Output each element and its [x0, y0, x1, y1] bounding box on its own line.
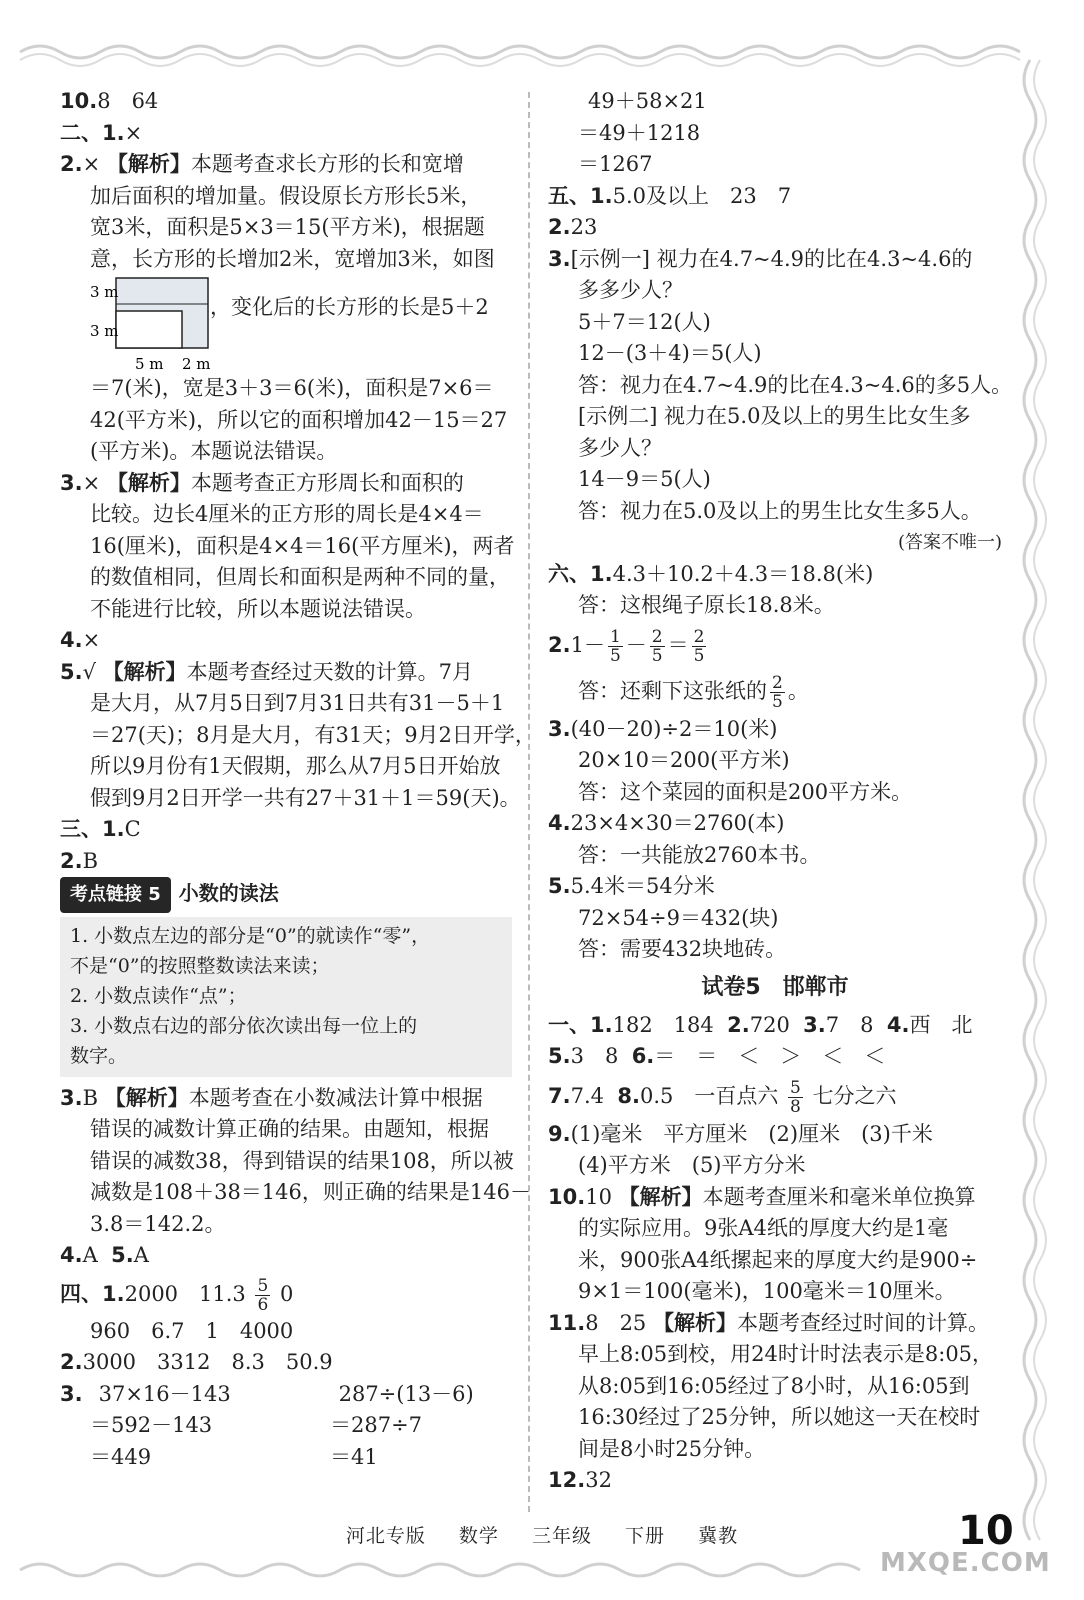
answer-line: 4.×: [60, 628, 101, 652]
answer-line: ＝1267: [578, 152, 653, 176]
right-column: [548, 86, 1013, 1497]
answer-line: 5.3 8 6.＝ ＝ ＜ ＞ ＜ ＜: [548, 1044, 886, 1068]
answer-line: 72×54÷9＝432(块): [578, 905, 779, 930]
answer-line: ＝7(米)，宽是3＋3＝6(米)，面积是7×6＝: [90, 376, 494, 400]
answer-line: 16:30经过了25分钟，所以她这一天在校时: [578, 1405, 981, 1429]
answer-line: 答：视力在5.0及以上的男生比女生多5人。: [578, 498, 982, 523]
answer-line: 的数值相同，但周长和面积是两种不同的量，: [90, 565, 510, 589]
footer-edition: 河北专版: [345, 1525, 426, 1547]
answer-line: (4)平方米 (5)平方分米: [578, 1153, 806, 1177]
answer-line: 错误的减数38，得到错误的结果108，所以被: [90, 1148, 514, 1173]
answer-line: 多少人？: [578, 435, 662, 460]
answer-line: 3.8＝142.2。: [90, 1211, 226, 1236]
answer-line: 3.(40－20)÷2＝10(米): [548, 716, 778, 741]
answer-line: 7.7.4 8.0.5 一百点六 $\frac{5}{8}$ 七分之六: [548, 1077, 897, 1117]
fraction: $\frac{5}{8}$: [790, 1077, 801, 1117]
answer-line: 答：一共能放2760本书。: [578, 842, 821, 867]
footer-subject: 数学: [458, 1525, 499, 1547]
answer-line: 三、1.C: [60, 817, 141, 841]
answer-line: 2.23: [548, 215, 598, 239]
answer-line: 是大月，从7月5日到7月31日共有31－5＋1: [90, 691, 505, 715]
fraction: $\frac{1}{5}$: [609, 626, 621, 666]
answer-line: 答：这个菜园的面积是200平方米。: [578, 779, 913, 804]
answer-line: 20×10＝200(平方米): [578, 748, 790, 772]
knowledge-title: 小数的读法: [178, 881, 279, 905]
answer-line: 42(平方米)，所以它的面积增加42－15＝27: [90, 407, 508, 432]
calc-row: ＝449 ＝41: [90, 1444, 378, 1469]
page-number: 10: [958, 1508, 1014, 1554]
calc-row: ＝592－143 ＝287÷7: [90, 1413, 423, 1437]
figure-caption: ，变化后的长方形的长是5＋2: [210, 295, 489, 319]
answer-line: 多多少人？: [578, 278, 683, 302]
fraction: $\frac{2}{5}$: [693, 626, 705, 666]
answer-line: 比较。边长4厘米的正方形的周长是4×4＝: [90, 502, 484, 526]
answer-line: 5＋7＝12(人): [578, 309, 711, 334]
knowledge-line: 1. 小数点左边的部分是“0”的就读作“零”，: [70, 924, 431, 947]
answer-line: 不能进行比较，所以本题说法错误。: [90, 596, 426, 621]
answer-line: 3.[示例一] 视力在4.7~4.9的比在4.3~4.6的: [548, 246, 973, 271]
answer-line: 答：需要432块地砖。: [578, 937, 787, 961]
column-divider: [528, 92, 530, 1512]
knowledge-line: 2. 小数点读作“点”；: [70, 984, 247, 1007]
fraction: $\frac{2}{5}$: [772, 672, 783, 712]
answer-line: 5.√ 【解析】本题考查经过天数的计算。7月: [60, 659, 474, 684]
answer-line: 3.× 【解析】本题考查正方形周长和面积的: [60, 470, 464, 495]
answer-line: 11.8 25 【解析】本题考查经过时间的计算。: [548, 1310, 989, 1335]
answer-line: 960 6.7 1 4000: [90, 1318, 294, 1343]
footer-grade: 三年级: [531, 1525, 592, 1547]
answer-line: 12.32: [548, 1468, 612, 1492]
label-2m: 2 m: [182, 355, 211, 373]
knowledge-badge: 考点链接 5: [60, 877, 171, 913]
answer-line: 的实际应用。9张A4纸的厚度大约是1毫: [578, 1216, 949, 1240]
footer-publisher: 冀教: [698, 1525, 739, 1547]
knowledge-line: 不是“0”的按照整数读法来读；: [70, 954, 330, 977]
answer-line: 加后面积的增加量。假设原长方形长5米，: [90, 183, 482, 208]
paper-title: 试卷5 邯郸市: [701, 974, 849, 1000]
answer-line: ＝27(天)；8月是大月，有31天；9月2日开学，: [90, 722, 536, 747]
answer-line: 3.B 【解析】本题考查在小数减法计算中根据: [60, 1085, 483, 1110]
answer-line: 4.A 5.A: [60, 1243, 149, 1267]
answer-line: 4.23×4×30＝2760(本): [548, 811, 785, 835]
answer-line: 减数是108＋38＝146，则正确的结果是146－: [90, 1180, 531, 1204]
answer-line: 四、1.2000 11.3 $\frac{5}{6}$ 0: [60, 1275, 294, 1315]
knowledge-line: 3. 小数点右边的部分依次读出每一位上的: [70, 1014, 418, 1037]
answer-line: 10.8 64: [60, 89, 159, 113]
answer-note: (答案不唯一): [897, 532, 1002, 553]
left-column: [60, 86, 536, 1473]
answer-line: 六、1.4.3＋10.2＋4.3＝18.8(米): [548, 561, 874, 586]
fraction: $\frac{2}{5}$: [651, 626, 663, 666]
rectangle-figure: [60, 275, 512, 373]
answer-line: 9×1＝100(毫米)，100毫米＝10厘米。: [578, 1279, 956, 1303]
answer-line: 二、1.×: [60, 120, 143, 145]
answer-line: 答：还剩下这张纸的 $\frac{2}{5}$ 。: [578, 672, 809, 712]
rectangle-diagram: [90, 275, 220, 373]
answer-line: 假到9月2日开学一共有27＋31＋1＝59(天)。: [90, 785, 521, 810]
knowledge-link-header: [60, 877, 512, 913]
knowledge-line: 数字。: [70, 1044, 128, 1067]
answer-line: [示例二] 视力在5.0及以上的男生比女生多: [578, 404, 971, 428]
answer-line: 五、1.5.0及以上 23 7: [548, 183, 792, 208]
answer-line: 2.× 【解析】本题考查求长方形的长和宽增: [60, 152, 464, 176]
answer-line: 2.1－ $\frac{1}{5}$ － $\frac{2}{5}$ ＝ $\frac{2}{5}$: [548, 626, 705, 666]
label-3m-top: 3 m: [90, 283, 119, 301]
answer-line: 10.10 【解析】本题考查厘米和毫米单位换算: [548, 1184, 976, 1209]
watermark: MXQE.COM: [880, 1548, 1051, 1578]
answer-line: 2.B: [60, 848, 99, 873]
label-5m: 5 m: [135, 355, 164, 373]
answer-line: 9.(1)毫米 平方厘米 (2)厘米 (3)千米: [548, 1121, 933, 1146]
answer-line: 米，900张A4纸摞起来的厚度大约是900÷: [578, 1247, 978, 1272]
answer-line: 答：视力在4.7~4.9的比在4.3~4.6的多5人。: [578, 372, 1013, 397]
knowledge-box: [60, 917, 512, 1077]
answer-line: 一、1.182 184 2.720 3.7 8 4.西 北: [548, 1012, 973, 1037]
label-3m-bottom: 3 m: [90, 322, 119, 340]
answer-line: 5.5.4米＝54分米: [548, 874, 715, 898]
answer-line: 16(厘米)，面积是4×4＝16(平方厘米)，两者: [90, 533, 515, 558]
page-footer: [0, 1521, 1084, 1548]
answer-line: (平方米)。本题说法错误。: [90, 439, 338, 463]
answer-line: 意，长方形的长增加2米，宽增加3米，如图: [90, 246, 495, 271]
answer-line: 所以9月份有1天假期，那么从7月5日开始放: [90, 754, 501, 778]
answer-line: ＝49＋1218: [578, 120, 701, 145]
answer-line: 2.3000 3312 8.3 50.9: [60, 1350, 333, 1374]
answer-line: 从8:05到16:05经过了8小时，从16:05到: [578, 1373, 970, 1398]
answer-line: 宽3米，面积是5×3＝15(平方米)，根据题: [90, 215, 485, 239]
answer-line: 12－(3＋4)＝5(人): [578, 341, 762, 365]
answer-line: 答：这根绳子原长18.8米。: [578, 593, 835, 617]
answer-line: 错误的减数计算正确的结果。由题知，根据: [90, 1117, 489, 1141]
answer-line: 间是8小时25分钟。: [578, 1436, 766, 1461]
footer-term: 下册: [625, 1525, 666, 1547]
answer-line: 49＋58×21: [588, 89, 707, 113]
rectangle-original: [116, 311, 182, 348]
answer-line: 早上8:05到校，用24时计时法表示是8:05，: [578, 1342, 994, 1366]
calc-row: 3. 37×16－143 287÷(13－6): [60, 1381, 474, 1406]
fraction: $\frac{5}{6}$: [257, 1275, 269, 1315]
answer-line: 14－9＝5(人): [578, 467, 711, 491]
